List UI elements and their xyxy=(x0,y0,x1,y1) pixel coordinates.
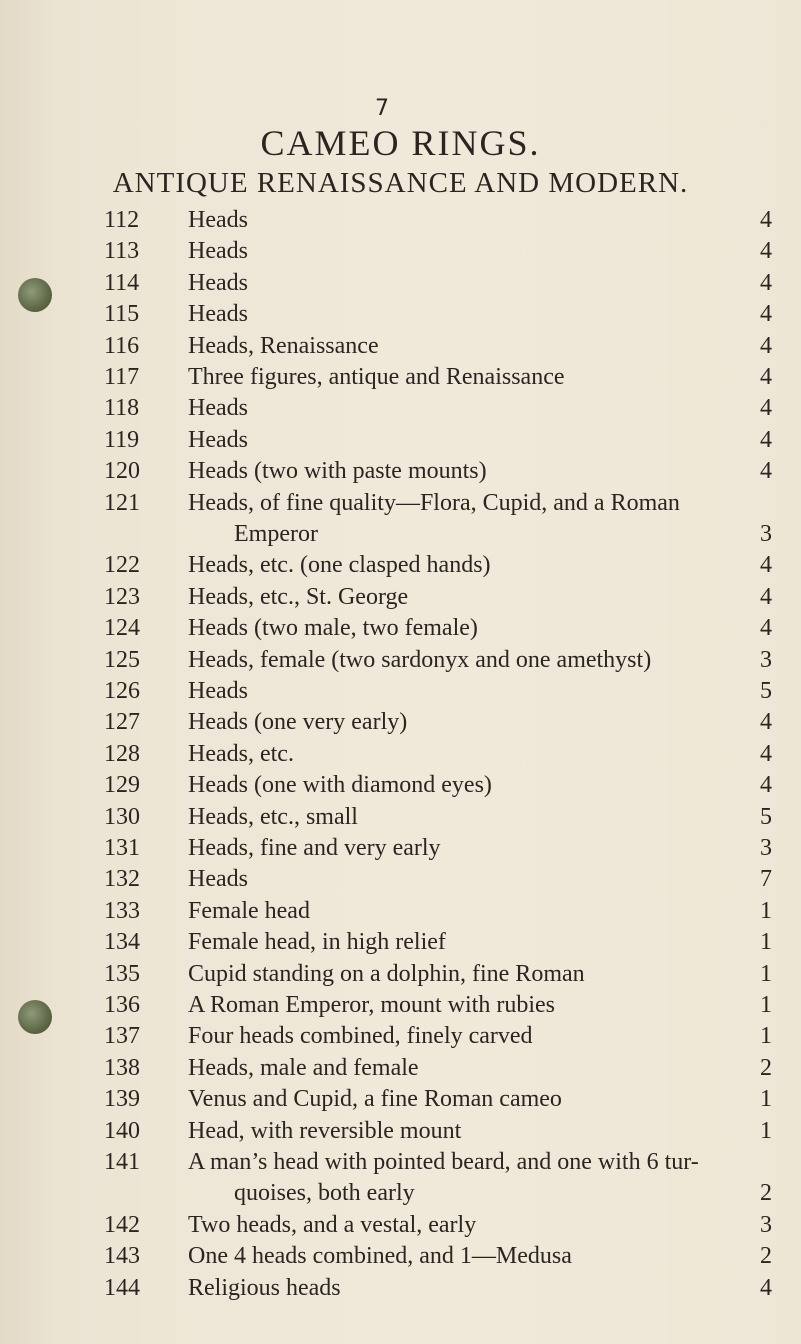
lot-quantity: 1 xyxy=(760,1086,772,1112)
lot-number: 139 xyxy=(104,1086,140,1112)
lot-quantity: 2 xyxy=(760,1243,772,1269)
lot-row xyxy=(0,1147,801,1177)
lot-number: 120 xyxy=(104,458,140,484)
lot-row xyxy=(0,268,801,298)
lot-quantity: 2 xyxy=(760,1180,772,1206)
lot-quantity: 4 xyxy=(760,615,772,641)
lot-row xyxy=(0,582,801,612)
lot-quantity: 1 xyxy=(760,992,772,1018)
lot-row xyxy=(0,613,801,643)
lot-number: 125 xyxy=(104,647,140,673)
lot-description: Heads (one with diamond eyes) xyxy=(188,772,492,798)
lot-quantity: 4 xyxy=(760,270,772,296)
lot-number: 124 xyxy=(104,615,140,641)
lot-number: 144 xyxy=(104,1275,140,1301)
lot-quantity: 4 xyxy=(760,772,772,798)
lot-quantity: 1 xyxy=(760,929,772,955)
lot-description: Heads, etc. (one clasped hands) xyxy=(188,552,491,578)
lot-description: Heads, of fine quality—Flora, Cupid, and a Roman xyxy=(188,490,680,516)
lot-quantity: 3 xyxy=(760,521,772,547)
lot-number: 143 xyxy=(104,1243,140,1269)
lot-description: Heads (one very early) xyxy=(188,709,408,735)
lot-quantity: 4 xyxy=(760,584,772,610)
lot-number: 127 xyxy=(104,709,140,735)
lot-row xyxy=(0,456,801,486)
lot-number: 129 xyxy=(104,772,140,798)
lot-row xyxy=(0,864,801,894)
lot-row xyxy=(0,488,801,518)
lot-description: Female head, in high relief xyxy=(188,929,446,955)
page-title: CAMEO RINGS. xyxy=(260,123,541,163)
lot-quantity: 1 xyxy=(760,961,772,987)
lot-description: Cupid standing on a dolphin, fine Roman xyxy=(188,961,585,987)
lot-number: 142 xyxy=(104,1212,140,1238)
lot-description: A man’s head with pointed beard, and one with 6 tur- xyxy=(188,1149,699,1175)
lot-description: Heads xyxy=(188,301,248,327)
lot-description: Heads (two with paste mounts) xyxy=(188,458,487,484)
lot-number: 115 xyxy=(104,301,140,327)
lot-row xyxy=(0,959,801,989)
lot-description: Heads xyxy=(188,678,248,704)
lot-quantity: 4 xyxy=(760,395,772,421)
lot-quantity: 1 xyxy=(760,1118,772,1144)
lot-row xyxy=(0,1084,801,1114)
lot-row xyxy=(0,1116,801,1146)
lot-description: Heads, Renaissance xyxy=(188,333,379,359)
lot-description: Heads xyxy=(188,427,248,453)
lot-number: 140 xyxy=(104,1118,140,1144)
lot-row xyxy=(0,645,801,675)
lot-row xyxy=(0,362,801,392)
lot-description: A Roman Emperor, mount with rubies xyxy=(188,992,555,1018)
lot-number: 112 xyxy=(104,207,140,233)
lot-quantity: 2 xyxy=(760,1055,772,1081)
lot-row xyxy=(0,676,801,706)
lot-number: 119 xyxy=(104,427,140,453)
lot-quantity: 1 xyxy=(760,898,772,924)
lot-number: 134 xyxy=(104,929,140,955)
lot-description: Three figures, antique and Renaissance xyxy=(188,364,565,390)
lot-description: Heads, etc. xyxy=(188,741,294,767)
lot-description: Heads xyxy=(188,238,248,264)
lot-row xyxy=(0,833,801,863)
lot-number: 116 xyxy=(104,333,140,359)
lot-number: 136 xyxy=(104,992,140,1018)
lot-quantity: 4 xyxy=(760,364,772,390)
page-number: 7 xyxy=(375,96,389,121)
lot-row xyxy=(0,707,801,737)
lot-number: 128 xyxy=(104,741,140,767)
lot-number: 121 xyxy=(104,490,140,516)
lot-description-continued: Emperor xyxy=(234,521,318,547)
lot-quantity: 4 xyxy=(760,238,772,264)
lot-row xyxy=(0,1273,801,1303)
lot-number: 117 xyxy=(104,364,140,390)
lot-row xyxy=(0,802,801,832)
lot-description: Heads, etc., small xyxy=(188,804,358,830)
lot-description: Heads xyxy=(188,207,248,233)
lot-number: 122 xyxy=(104,552,140,578)
lot-description: Heads xyxy=(188,395,248,421)
lot-quantity: 5 xyxy=(760,678,772,704)
lot-number: 135 xyxy=(104,961,140,987)
lot-number: 137 xyxy=(104,1023,140,1049)
lot-number: 130 xyxy=(104,804,140,830)
lot-description: Heads, female (two sardonyx and one amethyst) xyxy=(188,647,652,673)
lot-quantity: 4 xyxy=(760,458,772,484)
lot-number: 131 xyxy=(104,835,140,861)
lot-row xyxy=(0,990,801,1020)
lot-row xyxy=(0,1210,801,1240)
lot-quantity: 4 xyxy=(760,427,772,453)
lot-row xyxy=(0,550,801,580)
lot-number: 123 xyxy=(104,584,140,610)
lot-description: Heads, male and female xyxy=(188,1055,419,1081)
lot-row-continuation xyxy=(0,1178,801,1208)
lot-quantity: 4 xyxy=(760,333,772,359)
lot-quantity: 3 xyxy=(760,647,772,673)
lot-quantity: 3 xyxy=(760,1212,772,1238)
lot-quantity: 4 xyxy=(760,301,772,327)
lot-description: Heads (two male, two female) xyxy=(188,615,478,641)
lot-description-continued: quoises, both early xyxy=(234,1180,415,1206)
lot-row xyxy=(0,896,801,926)
lot-description: Heads, etc., St. George xyxy=(188,584,409,610)
lot-description: One 4 heads combined, and 1—Medusa xyxy=(188,1243,572,1269)
lot-quantity: 3 xyxy=(760,835,772,861)
lot-row xyxy=(0,770,801,800)
lot-quantity: 7 xyxy=(760,866,772,892)
lot-description: Venus and Cupid, a fine Roman cameo xyxy=(188,1086,562,1112)
lot-row xyxy=(0,299,801,329)
lot-quantity: 4 xyxy=(760,1275,772,1301)
lot-row-continuation xyxy=(0,519,801,549)
lot-row xyxy=(0,1021,801,1051)
lot-number: 113 xyxy=(104,238,140,264)
lot-quantity: 4 xyxy=(760,709,772,735)
lot-row xyxy=(0,331,801,361)
lot-description: Head, with reversible mount xyxy=(188,1118,462,1144)
lot-quantity: 1 xyxy=(760,1023,772,1049)
lot-description: Four heads combined, finely carved xyxy=(188,1023,533,1049)
lot-description: Religious heads xyxy=(188,1275,341,1301)
page-subtitle: ANTIQUE RENAISSANCE AND MODERN. xyxy=(112,167,689,199)
lot-description: Heads xyxy=(188,866,248,892)
lot-description: Heads xyxy=(188,270,248,296)
lot-row xyxy=(0,393,801,423)
lot-number: 133 xyxy=(104,898,140,924)
lot-description: Female head xyxy=(188,898,310,924)
lot-number: 114 xyxy=(104,270,140,296)
lot-quantity: 4 xyxy=(760,552,772,578)
lot-row xyxy=(0,739,801,769)
lot-number: 141 xyxy=(104,1149,140,1175)
lot-row xyxy=(0,236,801,266)
lot-row xyxy=(0,425,801,455)
lot-row xyxy=(0,205,801,235)
lot-description: Heads, fine and very early xyxy=(188,835,441,861)
lot-row xyxy=(0,927,801,957)
lot-number: 118 xyxy=(104,395,140,421)
lot-quantity: 4 xyxy=(760,741,772,767)
lot-description: Two heads, and a vestal, early xyxy=(188,1212,477,1238)
lot-number: 126 xyxy=(104,678,140,704)
lot-number: 132 xyxy=(104,866,140,892)
lot-number: 138 xyxy=(104,1055,140,1081)
lot-row xyxy=(0,1241,801,1271)
lot-row xyxy=(0,1053,801,1083)
lot-quantity: 4 xyxy=(760,207,772,233)
lot-quantity: 5 xyxy=(760,804,772,830)
